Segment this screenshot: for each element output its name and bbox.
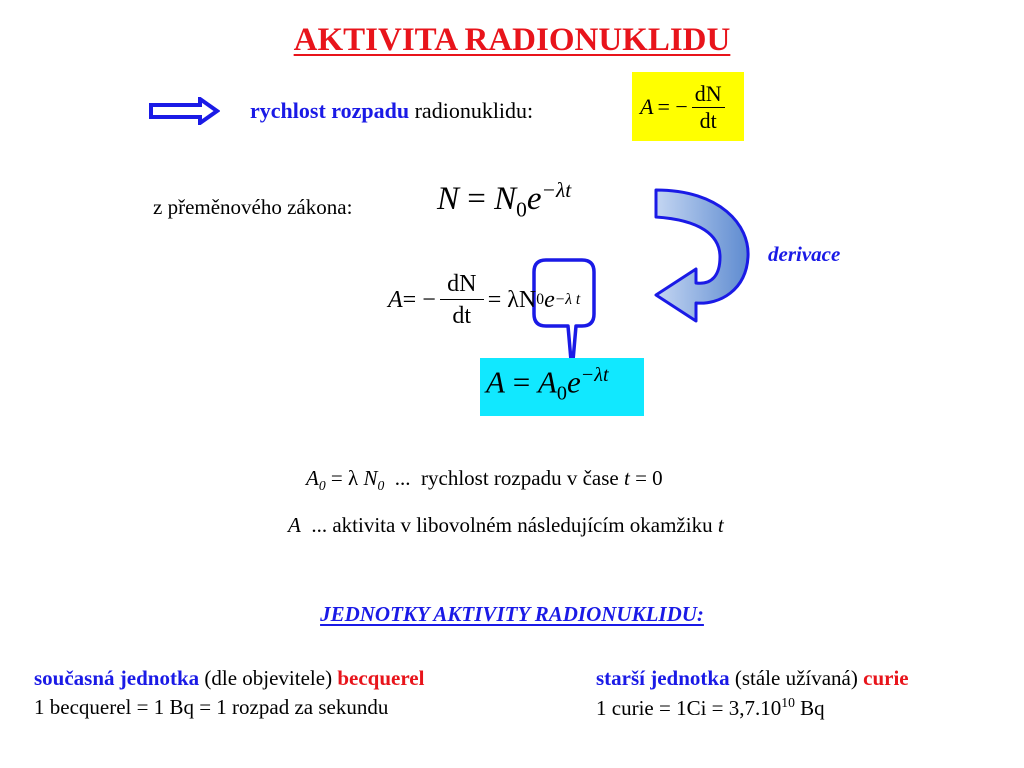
current-unit-line: současná jednotka (dle objevitele) becquerel — [34, 666, 425, 690]
decay-law-formula: $N = N_0e^{-\lambda t}$ — [437, 178, 572, 222]
fraction-denominator: dt — [699, 107, 717, 133]
formula-fraction — [692, 81, 725, 134]
rate-label-bold: rychlost rozpadu — [250, 98, 410, 123]
old-unit-line: starší jednotka (stále užívaná) curie — [596, 666, 909, 690]
old-unit-label: starší jednotka — [596, 666, 730, 690]
formula-equals: = − — [657, 94, 688, 119]
decay-law-label: z přeměnového zákona: — [153, 195, 353, 219]
derivative-formula: A = − $\frac{dN}{dt}$ = λN 0 e −λ t — [388, 270, 581, 329]
double-right-arrow-icon — [148, 97, 220, 125]
page-title: AKTIVITA RADIONUKLIDU — [293, 22, 731, 58]
definition-a0: $A_0 = \lambda$ $N_0$ ... rychlost rozpadu v čase t = 0 — [306, 466, 663, 494]
fraction-numerator: dN — [694, 80, 722, 106]
rate-label-rest: radionuklidu: — [409, 98, 534, 123]
old-unit-definition: 1 curie = $1Ci = 3,7.10^{10}$ Bq — [596, 695, 825, 720]
result-formula: $A = A_0e^{-\lambda t}$ — [486, 364, 609, 405]
definition-a: A ... aktivita v libovolném následujícím okamžiku t — [288, 513, 724, 537]
rate-label — [250, 98, 533, 124]
current-unit-definition: 1 becquerel = 1 Bq = 1 rozpad za sekundu — [34, 695, 389, 719]
units-heading: JEDNOTKY AKTIVITY RADIONUKLIDU: — [320, 602, 704, 626]
current-unit-name: becquerel — [337, 666, 425, 690]
formula-symbol-a: A — [640, 94, 654, 119]
curved-down-arrow-icon — [650, 185, 760, 330]
old-unit-name: curie — [863, 666, 909, 690]
current-unit-label: současná jednotka — [34, 666, 200, 690]
derivace-label: derivace — [768, 242, 841, 266]
activity-formula — [640, 76, 725, 138]
